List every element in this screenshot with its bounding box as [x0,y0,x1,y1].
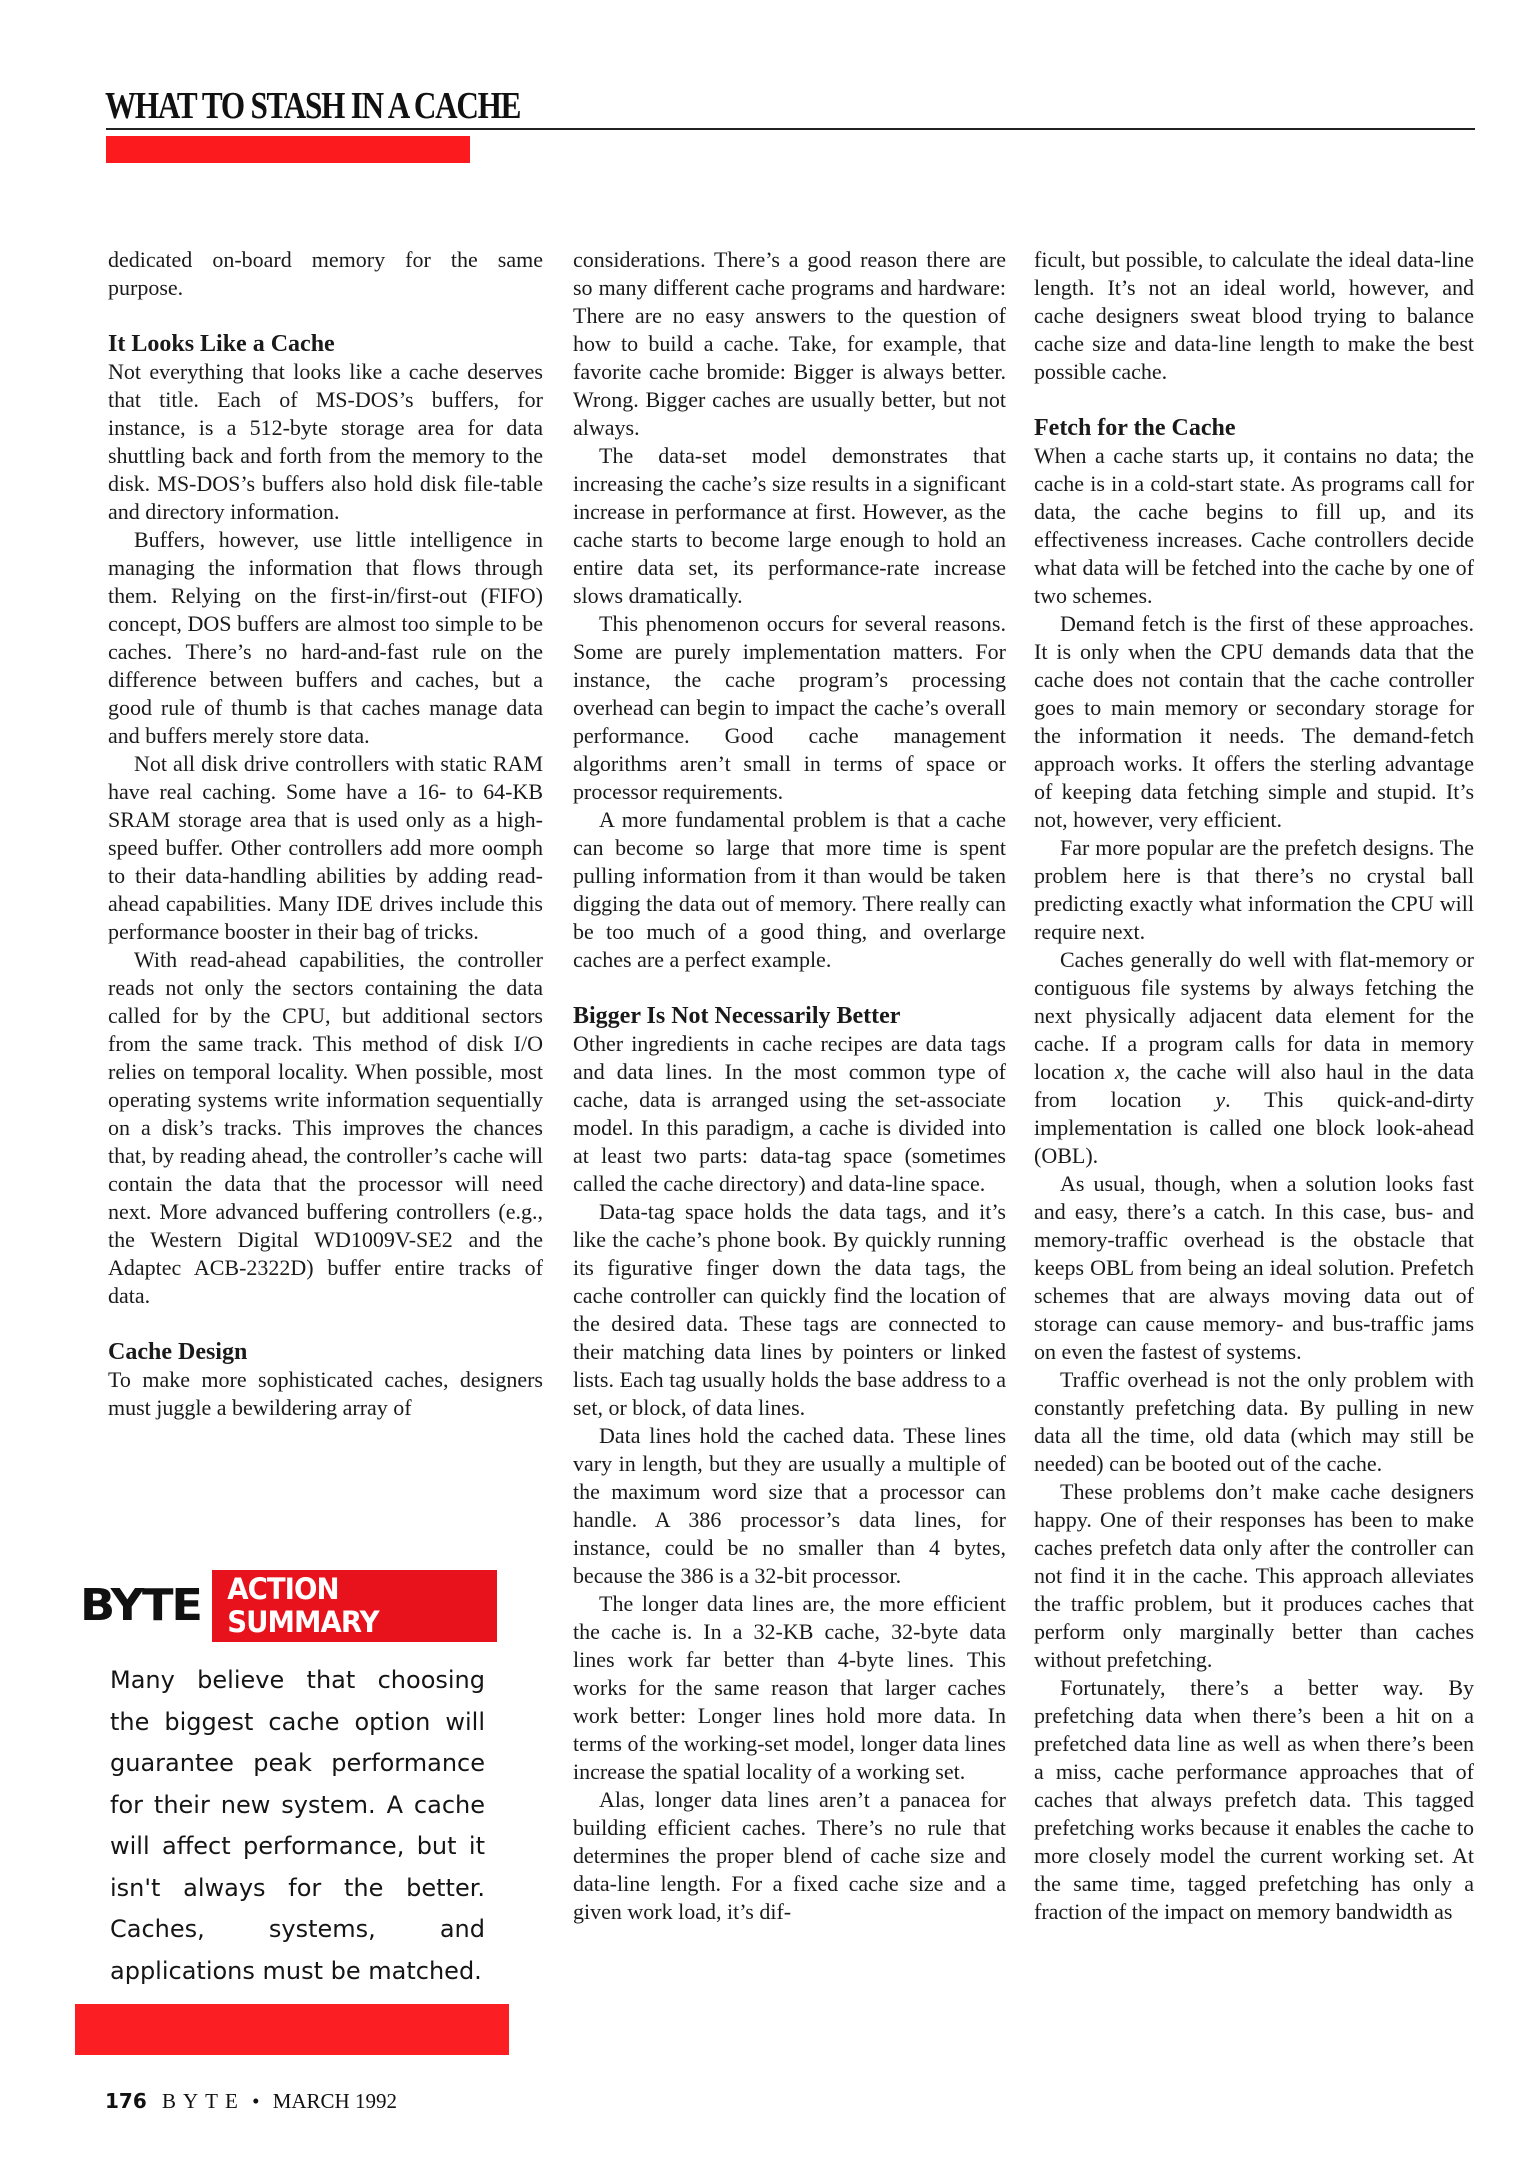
paragraph: Data lines hold the cached data. These lines vary in length, but they are usually a multiple of the maximum word size that a processor can handle. A 386 processor’s data lines, for instance, could be no smaller than 4 bytes, because the 386 is a 32-bit processor. [573,1423,1006,1588]
section-heading-bigger-is-not-better: Bigger Is Not Necessarily Better [573,1003,901,1029]
paragraph: Demand fetch is the first of these approaches. It is only when the CPU demands data that the cache does not contain that the cache controller goes to main memory or secondary storage for the information it needs. The demand-fetch approach works. It offers the sterling advantage of keeping data fetching simple and stupid. It’s not, however, very efficient. [1034,611,1474,832]
paragraph: Far more popular are the prefetch designs. The problem here is that there’s no crystal ball predicting exactly what information the CPU will require next. [1034,835,1474,944]
byte-logo: BYTE [80,1580,201,1631]
paragraph: Fortunately, there’s a better way. By prefetching data when there’s been a hit on a prefetched data line as well as when there’s been a miss, cache performance approaches that of caches that always prefetch data. This tagged prefetching works because it enables the cache to more closely model the current working set. At the same time, tagged prefetching has only a fraction of the impact on memory bandwidth as [1034,1675,1474,1924]
paragraph: Traffic overhead is not the only problem with constantly prefetching data. By pulling in new data all the time, old data (which may still be needed) can be booted out of the cache. [1034,1367,1474,1476]
footer-separator: • [252,2089,260,2113]
page-number: 176 [105,2089,147,2113]
paragraph: ficult, but possible, to calculate the ideal data-line length. It’s not an ideal world, however, and cache designers sweat blood trying to balance cache size and data-line length to make the best possible cache. [1034,247,1474,384]
paragraph: Buffers, however, use little intelligence in managing the information that flows through them. Relying on the first-in/first-out (FIFO) concept, DOS buffers are almost too simple to be caches. There’s no hard-and-fast rule on the difference between buffers and caches, but a good rule of thumb is that caches manage data and buffers merely store data. [108,527,543,748]
action-summary-body: Many believe that choosing the biggest cache option will guarantee peak performance for their new system. A cache will affect performance, but it isn't always for the better. Caches, systems, and applications must be matched. [110,1666,485,1985]
paragraph: Caches generally do well with flat-memory or contiguous file systems by always fetching the next physically adjacent data element for the cache. If a program calls for data in memory location x, the cache will also haul in the data from location y. This quick-and-dirty implementation is called one block look-ahead (OBL). [1034,947,1474,1168]
paragraph: When a cache starts up, it contains no data; the cache is in a cold-start state. As programs call for data, the cache begins to fill up, and its effectiveness increases. Cache controllers decide what data will be fetched into the cache by one of two schemes. [1034,443,1474,608]
paragraph: As usual, though, when a solution looks fast and easy, there’s a catch. In this case, bus- and memory-traffic overhead is the obstacle that keeps OBL from being an ideal solution. Prefetch schemes that are always moving data out of storage can cause memory- and bus-traffic jams on even the fastest of systems. [1034,1171,1474,1364]
page-footer [105,2089,397,2114]
paragraph: Other ingredients in cache recipes are data tags and data lines. In the most common type of cache, data is arranged using the set-associate model. In this paradigm, a cache is divided into at least two parts: data-tag space (sometimes called the cache directory) and data-line space. [573,1031,1006,1196]
paragraph: With read-ahead capabilities, the controller reads not only the sectors containing the data called for by the CPU, but additional sectors from the same track. This method of disk I/O relies on temporal locality. When possible, most operating systems write information sequentially on a disk’s tracks. This improves the chances that, by reading ahead, the controller’s cache will contain the data that the processor will need next. More advanced buffering controllers (e.g., the Western Digital WD1009V-SE2 and the Adaptec ACB-2322D) buffer entire tracks of data. [108,947,543,1308]
title-rule [106,128,1475,130]
paragraph: This phenomenon occurs for several reasons. Some are purely implementation matters. For instance, the cache program’s processing overhead can begin to impact the cache’s overall performance. Good cache management algorithms aren’t small in terms of space or processor requirements. [573,611,1006,804]
section-heading-it-looks-like-a-cache: It Looks Like a Cache [108,331,335,357]
paragraph: To make more sophisticated caches, designers must juggle a bewildering array of [108,1367,543,1420]
title-accent-bar [106,136,470,163]
paragraph: These problems don’t make cache designers happy. One of their responses has been to make caches prefetch data only after the controller can not find it in the cache. This approach alleviates the traffic problem, but it produces caches that perform only marginally better than caches without prefetching. [1034,1479,1474,1672]
section-heading-fetch-for-the-cache: Fetch for the Cache [1034,415,1236,441]
page-title: WHAT TO STASH IN A CACHE [105,85,521,127]
paragraph: Data-tag space holds the data tags, and it’s like the cache’s phone book. By quickly running its figurative finger down the data tags, the cache controller can quickly find the location of the desired data. These tags are connected to their matching data lines by pointers or linked lists. Each tag usually holds the base address to a set, or block, of data lines. [573,1199,1006,1420]
paragraph: The longer data lines are, the more efficient the cache is. In a 32-KB cache, 32-byte data lines work far better than 4-byte lines. This works for the same reason that larger caches work better: Longer lines hold more data. In terms of the working-set model, longer data lines increase the spatial locality of a working set. [573,1591,1006,1784]
section-heading-cache-design: Cache Design [108,1339,248,1365]
paragraph: Not all disk drive controllers with static RAM have real caching. Some have a 16- to 64-KB SRAM storage area that is used only as a high-speed buffer. Other controllers add more oomph to their data-handling abilities by adding read-ahead capabilities. Many IDE drives include this performance booster in their bag of tricks. [108,751,543,944]
magazine-name: BYTE [162,2089,245,2113]
paragraph: A more fundamental problem is that a cache can become so large that more time is spent pulling information from it than would be taken digging the data out of memory. There really can be too much of a good thing, and overlarge caches are a perfect example. [573,807,1006,972]
paragraph: dedicated on-board memory for the same purpose. [108,247,543,300]
column-left [108,246,543,1422]
column-middle [573,246,1006,1926]
paragraph: The data-set model demonstrates that increasing the cache’s size results in a significant increase in performance at first. However, as the cache starts to become large enough to hold an entire data set, its performance-rate increase slows dramatically. [573,443,1006,608]
paragraph: Alas, longer data lines aren’t a panacea for building efficient caches. There’s no rule that determines the proper blend of cache size and data-line length. For a fixed cache size and a given work load, it’s dif- [573,1787,1006,1924]
paragraph: considerations. There’s a good reason there are so many different cache programs and hardware: There are no easy answers to the question of how to build a cache. Take, for example, that favorite cache bromide: Bigger is always better. Wrong. Bigger caches are usually better, but not always. [573,247,1006,440]
paragraph: Not everything that looks like a cache deserves that title. Each of MS-DOS’s buffers, for instance, is a 512-byte storage area for data shuttling back and forth from the memory to the disk. MS-DOS’s buffers also hold disk file-table and directory information. [108,359,543,524]
action-summary-header [80,1572,512,1639]
column-right [1034,246,1474,1926]
issue-date: MARCH 1992 [272,2089,397,2113]
action-summary-label: ACTION SUMMARY [212,1570,497,1642]
action-summary-bottom-bar [75,2004,509,2055]
